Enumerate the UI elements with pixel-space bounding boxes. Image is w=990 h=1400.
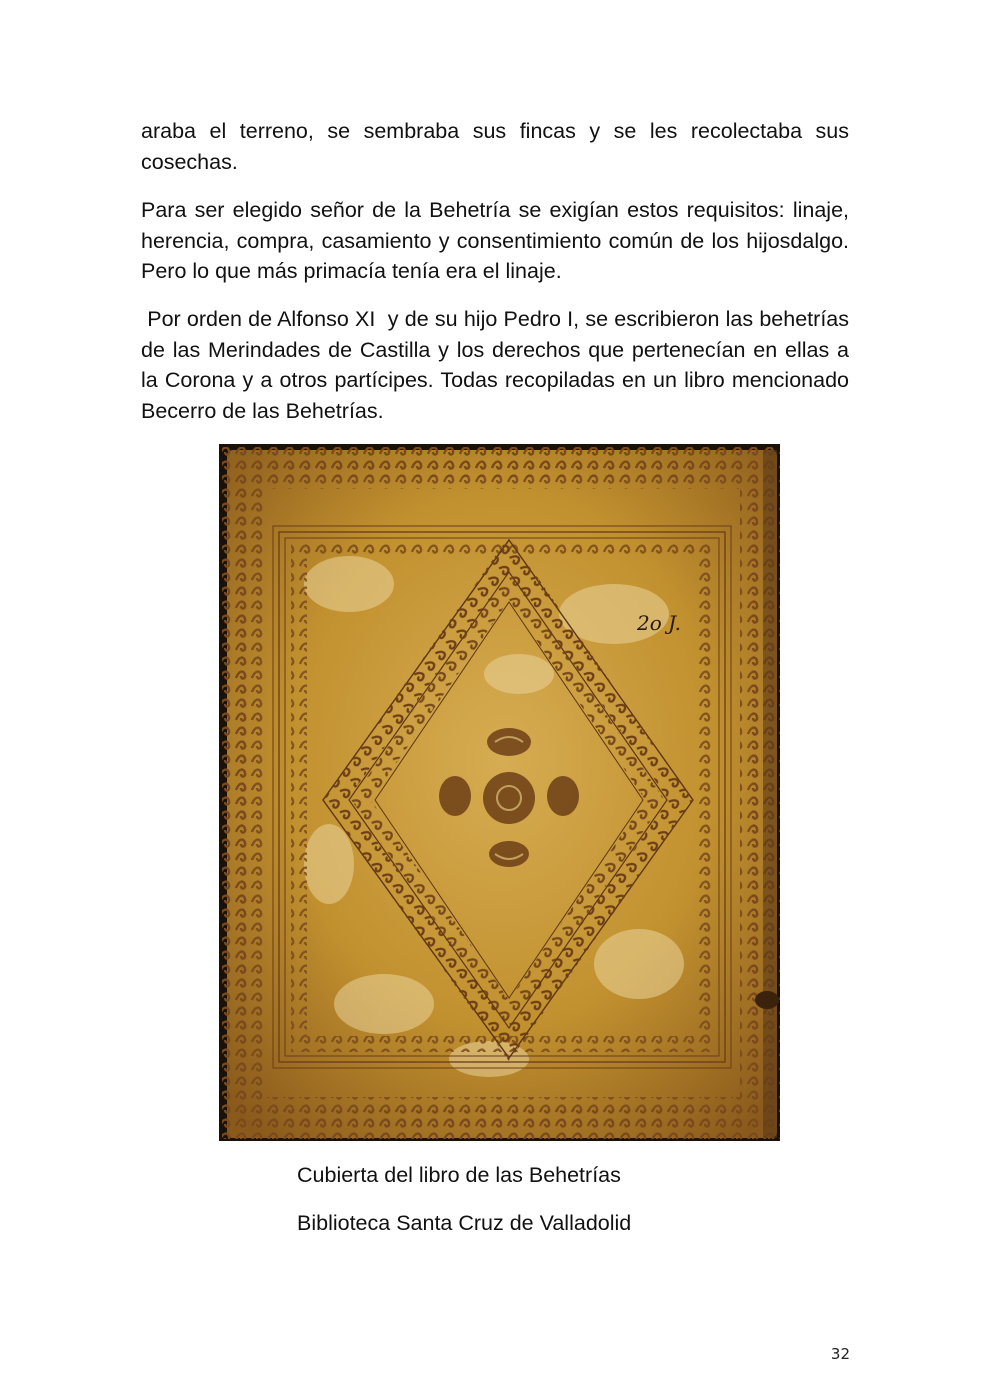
cover-annotation: 2o J. (637, 611, 681, 635)
paragraph-3: Por orden de Alfonso XI y de su hijo Pedro I, se escribieron las behetrías de las Merindades de Castilla y los derechos que pertenecían en ellas a la Corona y a otros partícipes. Todas recopiladas en un libro mencionado Becerro de las Behetrías. (141, 307, 861, 423)
page-number: 32 (830, 1345, 850, 1363)
paragraph-2: Para ser elegido señor de la Behetría se exigían estos requisitos: linaje, herencia, compra, casamiento y consentimiento común de los hijosdalgo. Pero lo que más primacía tenía era el linaje. (141, 198, 849, 283)
book-cover-photo (219, 444, 780, 1141)
figure-caption-source: Biblioteca Santa Cruz de Valladolid (297, 1211, 632, 1235)
paragraph-1: araba el terreno, se sembraba sus fincas y se les recolectaba sus cosechas. (141, 119, 849, 174)
figure-caption-title: Cubierta del libro de las Behetrías (297, 1163, 621, 1187)
